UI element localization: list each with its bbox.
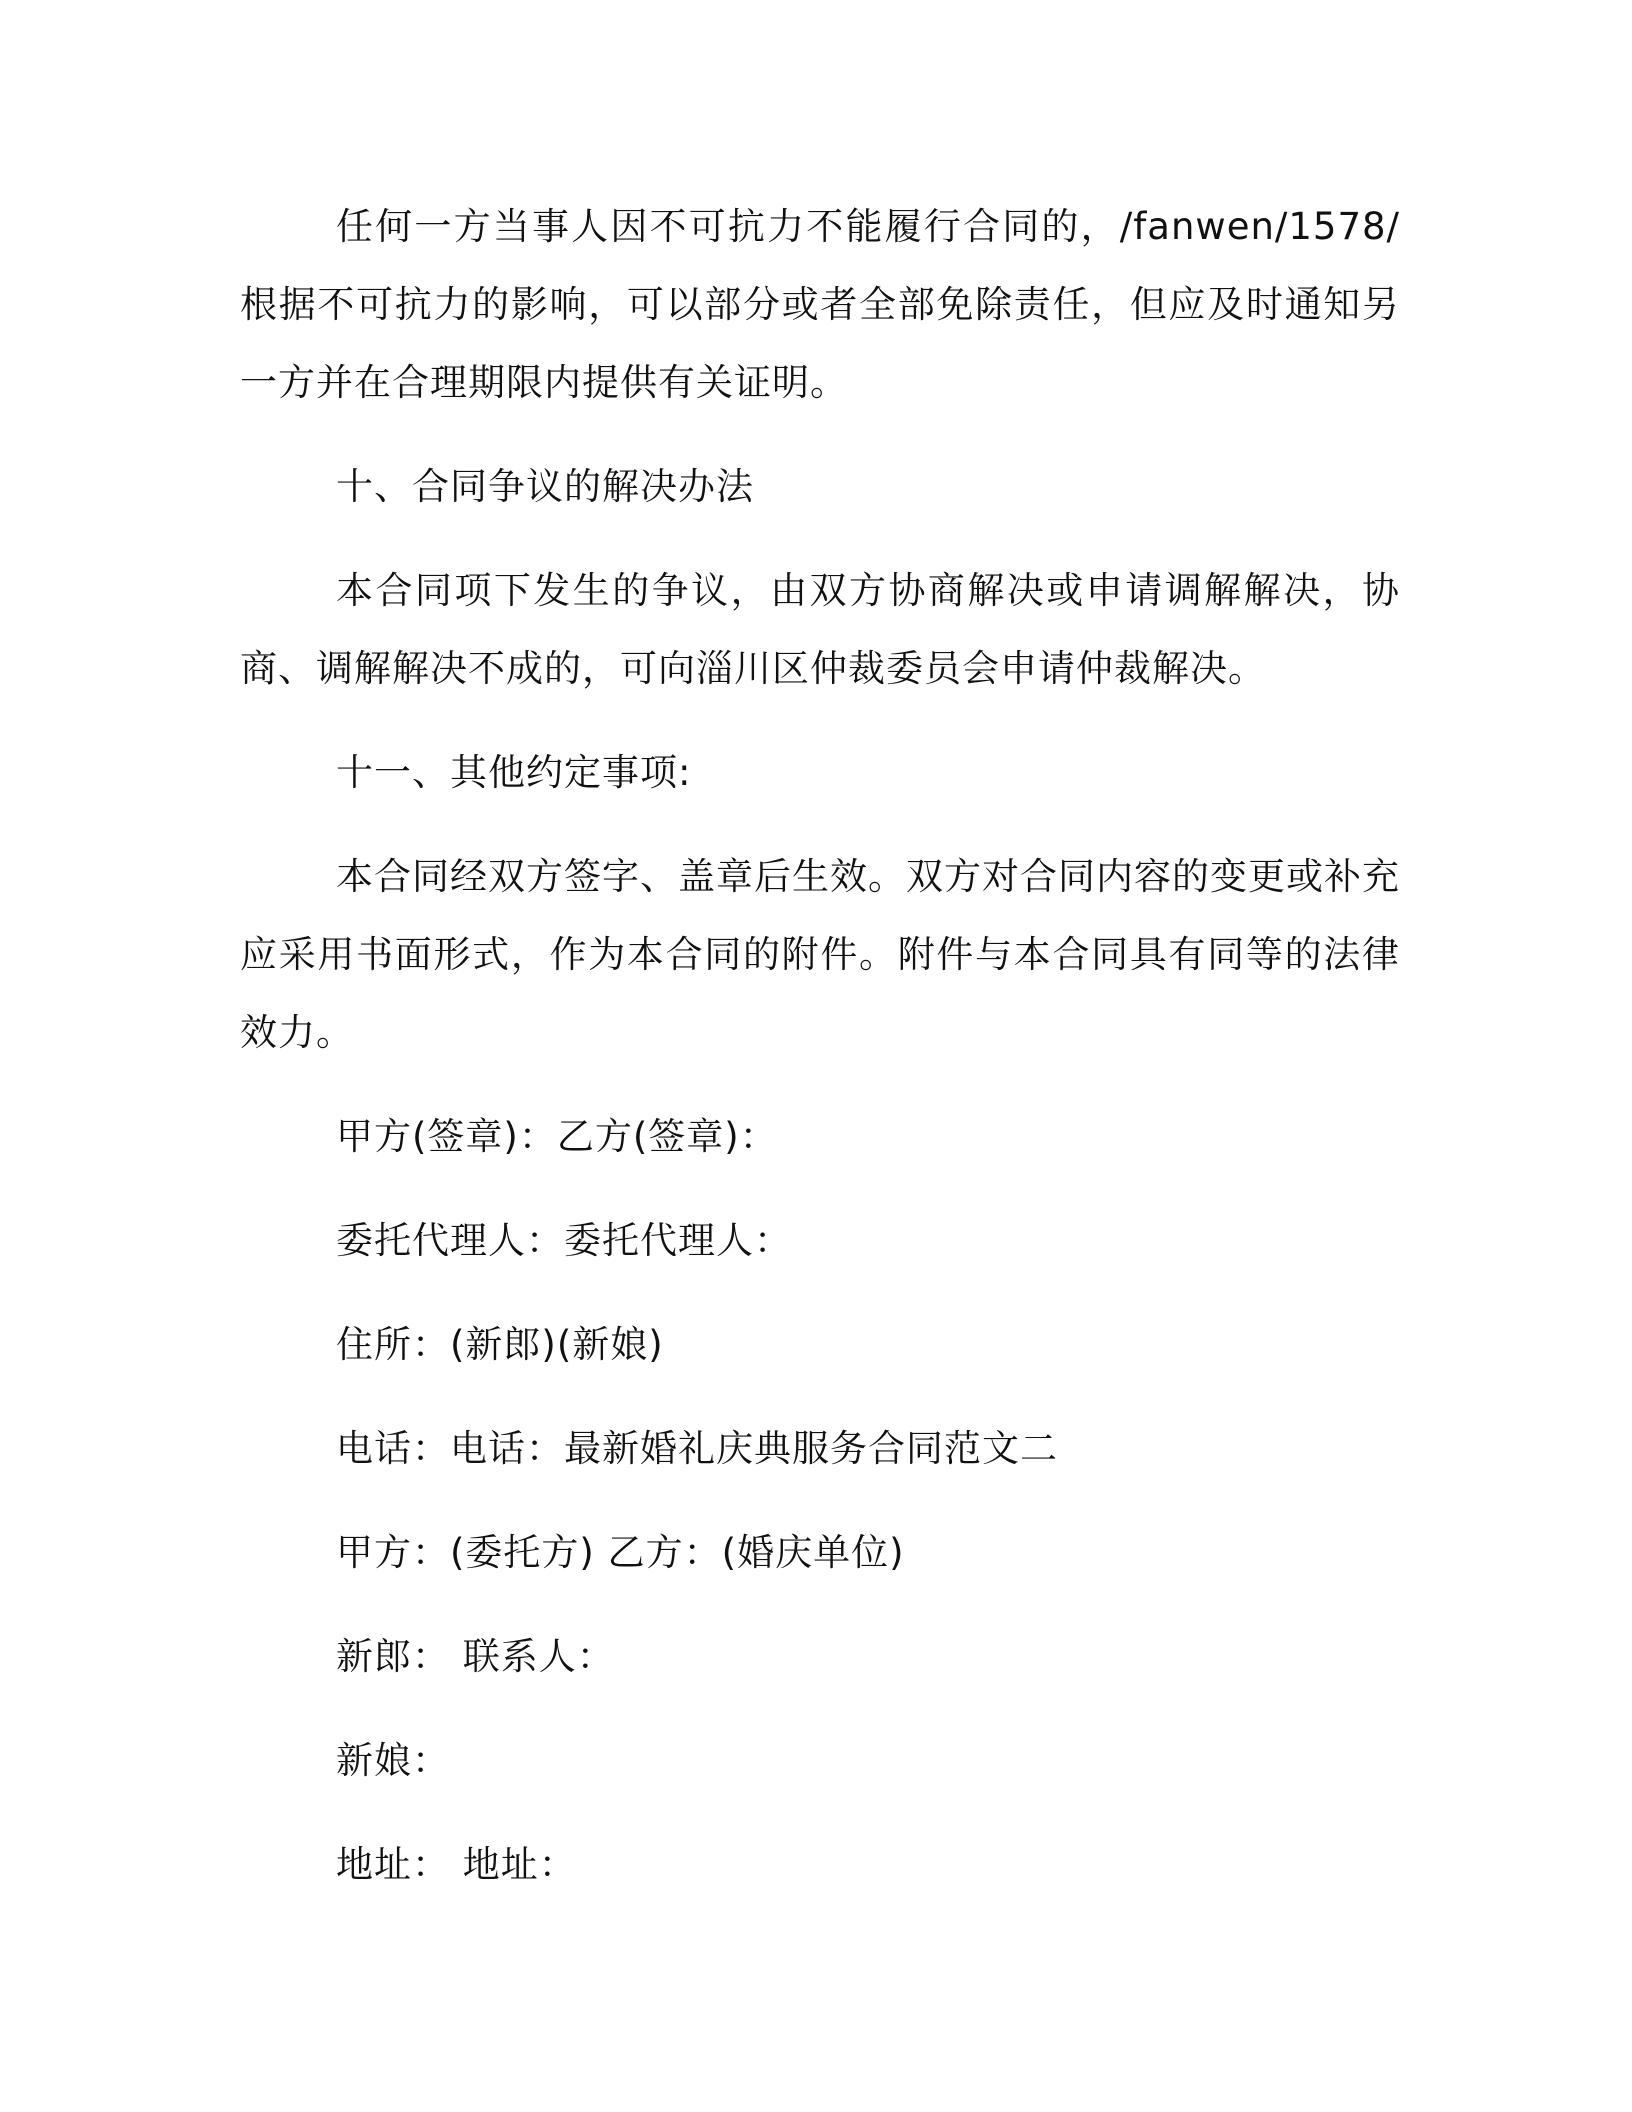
dispute-paragraph: 本合同项下发生的争议，由双方协商解决或申请调解解决，协商、调解解决不成的，可向淄川区仲裁委员会申请仲裁解决。: [240, 569, 1400, 690]
signature-line-address: 住所：(新郎)(新娘): [336, 1323, 664, 1366]
effectiveness-paragraph: 本合同经双方签字、盖章后生效。双方对合同内容的变更或补充应采用书面形式，作为本合同的附件。附件与本合同具有同等的法律效力。: [240, 855, 1400, 1054]
section-heading-dispute: 十、合同争议的解决办法: [336, 465, 754, 508]
signature-line-party-seal: 甲方(签章)：乙方(签章)：: [336, 1115, 778, 1158]
section-heading-other: 十一、其他约定事项:: [336, 751, 692, 794]
signature-line-phone: 电话：电话：最新婚礼庆典服务合同范文二: [336, 1427, 1058, 1470]
document-body: [240, 188, 1400, 1904]
signature-line-bride: 新娘：: [336, 1739, 450, 1782]
signature-block: [240, 1098, 1400, 1904]
force-majeure-paragraph: 任何一方当事人因不可抗力不能履行合同的，/fanwen/1578/根据不可抗力的影响，可以部分或者全部免除责任，但应及时通知另一方并在合理期限内提供有关证明。: [240, 205, 1400, 404]
signature-line-location: 地址： 地址：: [336, 1843, 577, 1886]
signature-line-groom-contact: 新郎： 联系人：: [336, 1635, 615, 1678]
signature-line-parties: 甲方：(委托方) 乙方：(婚庆单位): [336, 1531, 905, 1574]
signature-line-agent: 委托代理人：委托代理人：: [336, 1219, 792, 1262]
